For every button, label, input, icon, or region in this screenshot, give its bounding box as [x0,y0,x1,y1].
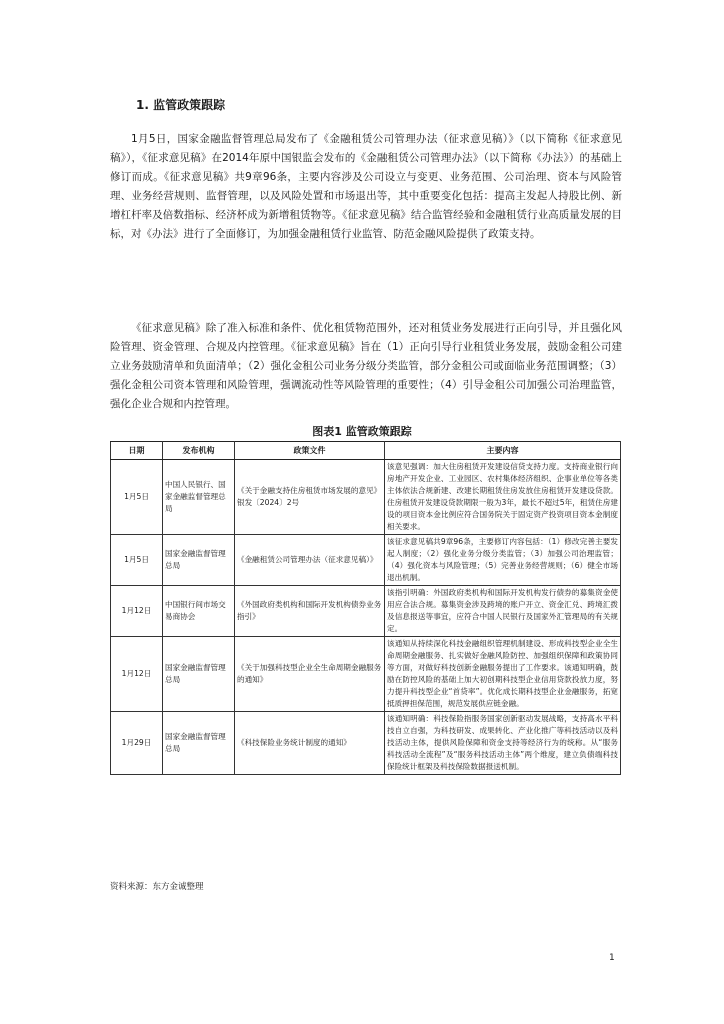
table-row [111,535,621,586]
row-agency: 国家金融监督管理总局 [163,712,235,775]
row-date: 1月5日 [111,535,163,586]
table-row [111,637,621,712]
row-document: 《关于加强科技型企业全生命周期金融服务的通知》 [235,637,385,712]
row-agency: 中国银行间市场交易商协会 [163,586,235,637]
row-agency: 中国人民银行、国家金融监督管理总局 [163,460,235,535]
paragraph-2: 《征求意见稿》除了准入标准和条件、优化租赁物范围外，还对租赁业务发展进行正向引导，并且强化风险管理、资金管理、合规及内控管理。《征求意见稿》旨在（1）正向引导行业租赁业务发展，鼓励金租公司建立业务鼓励清单和负面清单；（2）强化金租公司业务分级分类监管，部分金租公司或面临业务范围调整；（3）强化金租公司资本管理和风险管理，强调流动性等风险管理的重要性；（4）引导金租公司加强公司治理监管，强化企业合规和内控管理。 [110,322,622,410]
column-header-document: 政策文件 [235,442,385,460]
row-date: 1月12日 [111,637,163,712]
row-agency: 国家金融监督管理总局 [163,535,235,586]
row-date: 1月29日 [111,712,163,775]
table-row [111,460,621,535]
figure-title: 图表1 监管政策跟踪 [312,425,412,438]
row-document: 《关于金融支持住房租赁市场发展的意见》银发〔2024〕2号 [235,460,385,535]
policy-table [110,441,621,775]
table-row [111,586,621,637]
row-content: 该通知从持续深化科技金融组织管理机制建设、形成科技型企业全生命周期金融服务、扎实做好金融风险防控、加强组织保障和政策协同等方面，对做好科技创新金融服务提出了工作要求。该通知明确，鼓励在防控风险的基础上加大初创期科技型企业信用贷款投放力度，努力提升科技型企业“首贷率”。优化成长期科技型企业金融服务，拓宽抵质押担保范围，规范发展供应链金融。 [385,637,621,712]
row-agency: 国家金融监督管理总局 [163,637,235,712]
column-header-content: 主要内容 [385,442,621,460]
row-document: 《科技保险业务统计制度的通知》 [235,712,385,775]
table-row [111,712,621,775]
page-number: 1 [609,953,615,963]
paragraph-1: 1月5日，国家金融监督管理总局发布了《金融租赁公司管理办法（征求意见稿）》（以下简称《征求意见稿》），《征求意见稿》在2014年原中国银监会发布的《金融租赁公司管理办法》（以下简称《办法》）的基础上修订而成。《征求意见稿》共9章96条，主要内容涉及公司设立与变更、业务范围、公司治理、资本与风险管理、业务经营规则、监督管理，以及风险处置和市场退出等，其中重要变化包括：提高主发起人持股比例、新增杠杆率及倍数指标、经济杯成为新增租赁物等。《征求意见稿》结合监管经验和金融租赁行业高质量发展的目标，对《办法》进行了全面修订，为加强金融租赁行业监管、防范金融风险提供了政策支持。 [110,133,622,240]
section-heading: 1. 监管政策跟踪 [136,98,226,112]
row-document: 《金融租赁公司管理办法（征求意见稿）》 [235,535,385,586]
row-content: 该指引明确：外国政府类机构和国际开发机构发行债券的募集资金使用应合法合规。募集资金涉及跨境的账户开立、资金汇兑、跨境汇拨及信息报送等事宜，应符合中国人民银行及国家外汇管理局的有关规定。 [385,586,621,637]
row-date: 1月12日 [111,586,163,637]
row-content: 该征求意见稿共9章96条，主要修订内容包括：（1）修改完善主要发起人制度；（2）强化业务分级分类监管；（3）加强公司治理监管；（4）强化资本与风险管理；（5）完善业务经营规则；（6）健全市场退出机制。 [385,535,621,586]
column-header-date: 日期 [111,442,163,460]
table-header-row [111,442,621,460]
row-date: 1月5日 [111,460,163,535]
row-document: 《外国政府类机构和国际开发机构债券业务指引》 [235,586,385,637]
column-header-agency: 发布机构 [163,442,235,460]
source-note: 资料来源：东方金诚整理 [110,882,204,892]
row-content: 该意见强调：加大住房租赁开发建设信贷支持力度。支持商业银行向房地产开发企业、工业园区、农村集体经济组织、企事业单位等各类主体依法合规新建、改建长期租赁住房发放住房租赁开发建设贷款。住房租赁开发建设贷款期限一般为3年，最长不超过5年，租赁住房建设的项目资本金比例应符合国务院关于固定资产投资项目资本金制度相关要求。 [385,460,621,535]
row-content: 该通知明确：科技保险指服务国家创新驱动发展战略，支持高水平科技自立自强，为科技研发、成果转化、产业化推广等科技活动以及科技活动主体，提供风险保障和资金支持等经济行为的统称。从“服务科技活动全流程”及“服务科技活动主体”两个维度，建立负债端科技保险统计框架及科技保险数据报送机制。 [385,712,621,775]
